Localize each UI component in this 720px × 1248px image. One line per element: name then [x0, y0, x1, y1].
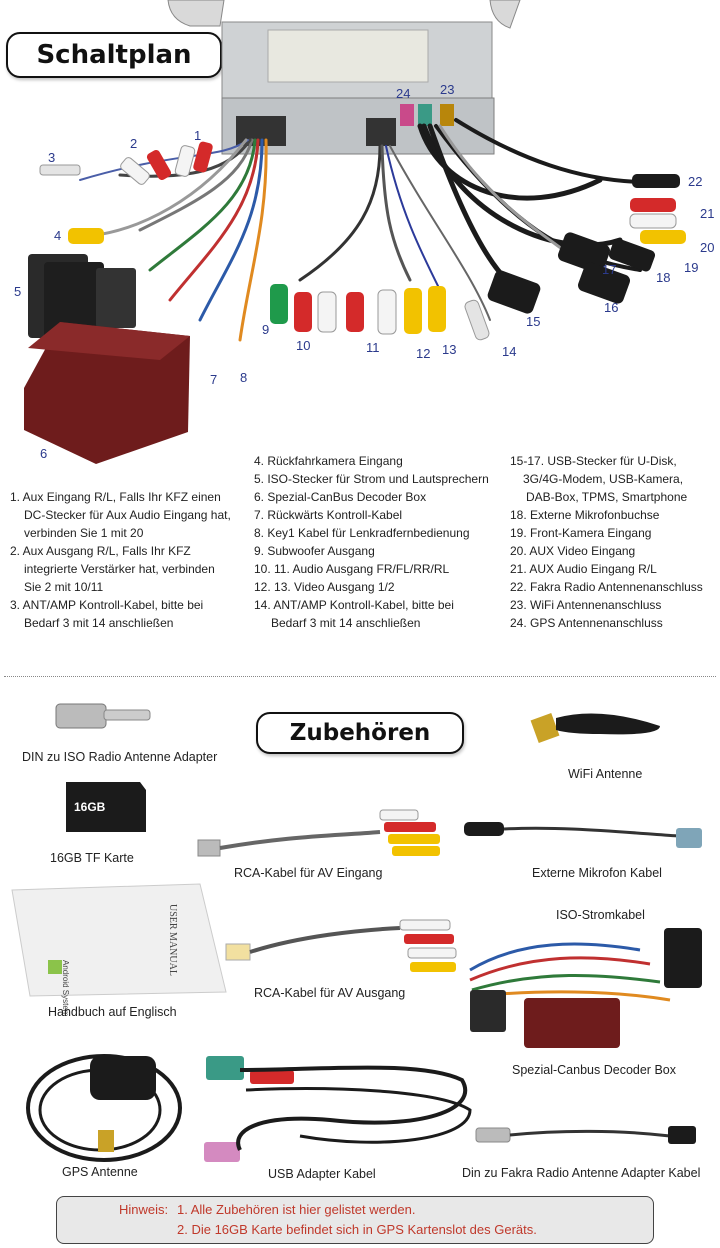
din-iso-adapter-icon	[56, 704, 150, 728]
acc-din-fakra-adapter: Din zu Fakra Radio Antenne Adapter Kabel	[462, 1166, 701, 1180]
note-line-2: 2. Die 16GB Karte befindet sich in GPS Kartenslot des Geräts.	[177, 1222, 537, 1237]
acc-manual: Handbuch auf Englisch	[48, 1005, 177, 1019]
legend-item-2-line-3: Sie 2 mit 10/11	[24, 580, 104, 594]
manual-title-text: USER MANUAL	[167, 904, 178, 976]
acc-rca-av-output: RCA-Kabel für AV Ausgang	[254, 986, 406, 1000]
acc-rca-av-input: RCA-Kabel für AV Eingang	[234, 866, 383, 880]
wiring-diagram	[0, 0, 720, 470]
legend-item-22: 22. Fakra Radio Antennenanschluss	[510, 580, 703, 594]
acc-mic-cable: Externe Mikrofon Kabel	[532, 866, 662, 880]
usb-adapter-cable-icon	[204, 1056, 470, 1162]
din-fakra-adapter-icon	[476, 1126, 696, 1144]
legend-item-9: 9. Subwoofer Ausgang	[254, 544, 375, 558]
legend-col-3	[510, 452, 716, 632]
note-label: Hinweis:	[119, 1202, 169, 1217]
legend-item-3-line-1: 3. ANT/AMP Kontroll-Kabel, bitte bei	[10, 598, 204, 612]
legend-item-4: 4. Rückfahrkamera Eingang	[254, 454, 403, 468]
rca-av-input-cable-icon	[198, 810, 440, 856]
diagram-number-8: 8	[240, 370, 248, 385]
acc-gps-antenna: GPS Antenne	[62, 1165, 138, 1179]
usb-plugs	[486, 231, 656, 316]
legend-item-12-13: 12. 13. Video Ausgang 1/2	[254, 580, 395, 594]
diagram-number-15: 15	[526, 314, 541, 329]
diagram-number-17: 17	[602, 262, 617, 277]
diagram-number-21: 21	[700, 206, 715, 221]
diagram-number-1: 1	[194, 128, 202, 143]
head-unit	[168, 0, 520, 154]
mic-cable-icon	[464, 822, 702, 848]
acc-canbus-box: Spezial-Canbus Decoder Box	[512, 1063, 676, 1077]
legend-item-6: 6. Spezial-CanBus Decoder Box	[254, 490, 427, 504]
wifi-antenna-icon	[531, 713, 660, 743]
legend-item-24: 24. GPS Antennenanschluss	[510, 616, 663, 630]
legend-item-10-11: 10. 11. Audio Ausgang FR/FL/RR/RL	[254, 562, 450, 576]
manual-icon	[12, 884, 226, 996]
manual-android-text: Android System	[61, 960, 70, 1017]
acc-usb-adapter: USB Adapter Kabel	[268, 1167, 376, 1181]
canbus-box	[24, 322, 190, 464]
diagram-number-9: 9	[262, 322, 270, 337]
legend-item-14: 14. ANT/AMP Kontroll-Kabel, bitte bei	[254, 598, 454, 612]
diagram-number-6: 6	[40, 446, 48, 461]
legend-item-1-line-1: 1. Aux Eingang R/L, Falls Ihr KFZ einen	[10, 490, 221, 504]
legend-item-7: 7. Rückwärts Kontroll-Kabel	[254, 508, 403, 522]
rca-av-output-cable-icon	[226, 920, 456, 972]
diagram-number-20: 20	[700, 240, 715, 255]
legend-item-15-17-cont-1: 3G/4G-Modem, USB-Kamera,	[523, 472, 684, 486]
legend-item-2-line-1: 2. Aux Ausgang R/L, Falls Ihr KFZ	[10, 544, 191, 558]
diagram-number-22: 22	[688, 174, 703, 189]
zubehoeren-title: Zubehören	[289, 720, 431, 746]
legend-item-14-cont: Bedarf 3 mit 14 anschließen	[271, 616, 421, 630]
sd-card-label: 16GB	[74, 800, 106, 814]
section-divider	[4, 676, 716, 677]
acc-sd-card: 16GB TF Karte	[50, 851, 134, 865]
legend-item-5: 5. ISO-Stecker für Strom und Lautsprechern	[254, 472, 489, 486]
diagram-number-11: 11	[366, 340, 380, 355]
diagram-number-4: 4	[54, 228, 62, 243]
legend-item-21: 21. AUX Audio Eingang R/L	[510, 562, 657, 576]
legend-item-1-line-2: DC-Stecker für Aux Audio Eingang hat,	[24, 508, 231, 522]
legend-col-2	[254, 452, 504, 632]
legend-item-19: 19. Front-Kamera Eingang	[510, 526, 652, 540]
legend-item-15-17-cont-2: DAB-Box, TPMS, Smartphone	[526, 490, 688, 504]
diagram-number-14: 14	[502, 344, 517, 359]
legend-item-8: 8. Key1 Kabel für Lenkradfernbedienung	[254, 526, 470, 540]
note-box	[56, 1196, 654, 1244]
legend-item-20: 20. AUX Video Eingang	[510, 544, 636, 558]
diagram-number-18: 18	[656, 270, 671, 285]
note-line-1: 1. Alle Zubehören ist hier gelistet werden.	[177, 1202, 416, 1217]
schaltplan-title: Schaltplan	[36, 40, 192, 70]
diagram-number-24: 24	[396, 86, 411, 101]
acc-wifi-antenna: WiFi Antenne	[568, 767, 643, 781]
legend-item-2	[10, 542, 250, 596]
diagram-number-10: 10	[296, 338, 311, 353]
acc-din-iso-adapter: DIN zu ISO Radio Antenne Adapter	[22, 750, 218, 764]
legend-item-23: 23. WiFi Antennenanschluss	[510, 598, 662, 612]
diagram-number-23: 23	[440, 82, 455, 97]
canbus-decoder-box-icon	[524, 998, 620, 1048]
legend-col-1	[10, 488, 250, 632]
acc-iso-power-cable: ISO-Stromkabel	[556, 908, 645, 922]
diagram-number-13: 13	[442, 342, 457, 357]
legend-item-3-line-2: Bedarf 3 mit 14 anschließen	[24, 616, 174, 630]
legend-item-18: 18. Externe Mikrofonbuchse	[510, 508, 660, 522]
diagram-number-19: 19	[684, 260, 699, 275]
diagram-number-3: 3	[48, 150, 56, 165]
rca-plugs-19-21	[630, 174, 686, 244]
diagram-number-12: 12	[416, 346, 431, 361]
legend-item-15-17: 15-17. USB-Stecker für U-Disk,	[510, 454, 677, 468]
diagram-number-7: 7	[210, 372, 218, 387]
rca-row-9-13	[270, 284, 490, 341]
diagram-number-2: 2	[130, 136, 138, 151]
legend-item-1-line-3: verbinden Sie 1 mit 20	[24, 526, 144, 540]
legend-item-2-line-2: integrierte Verstärker hat, verbinden	[24, 562, 215, 576]
legend-item-3	[10, 596, 250, 632]
gps-antenna-icon	[28, 1056, 180, 1160]
diagram-number-16: 16	[604, 300, 619, 315]
diagram-number-5: 5	[14, 284, 22, 299]
legend-item-1	[10, 488, 250, 542]
